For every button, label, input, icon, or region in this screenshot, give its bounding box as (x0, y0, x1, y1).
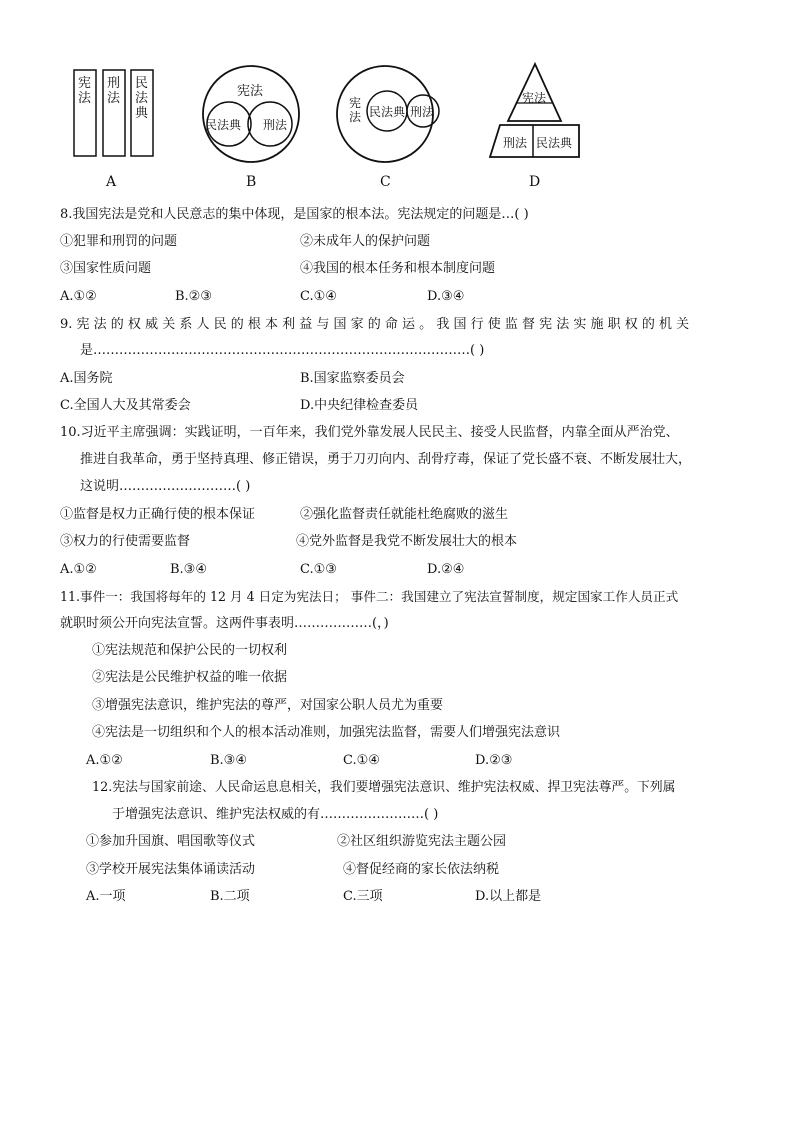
fig-b-right-label: 刑法 (263, 118, 288, 132)
q12-stem-line-2: 于增强宪法意识、维护宪法权威的有……………………( ) (112, 807, 439, 822)
fig-d-bottom-left-label: 刑法 (503, 136, 528, 150)
q8-choice-d: D.③④ (427, 289, 465, 304)
q11-option-3: ③增强宪法意识，维护宪法的尊严，对国家公职人员尤为重要 (92, 698, 444, 713)
q11-choice-a: A.①② (86, 753, 123, 768)
q12-option-1: ①参加升国旗、唱国歌等仪式 (86, 834, 256, 849)
q12-option-3: ③学校开展宪法集体诵读活动 (86, 862, 256, 877)
fig-a-box-1-label: 宪法 (78, 76, 92, 106)
fig-d-bottom-right-label: 民法典 (536, 136, 573, 150)
diagram-figures (0, 0, 793, 200)
q8-choice-b: B.②③ (175, 289, 212, 304)
fig-b-outer-label: 宪法 (237, 84, 264, 99)
fig-c-left-label: 民法典 (369, 105, 406, 119)
q8-option-4: ④我国的根本任务和根本制度问题 (300, 261, 496, 276)
q9-choice-b: B.国家监察委员会 (300, 371, 405, 386)
q10-stem-line-1: 10.习近平主席强调：实践证明，一百年来，我们党外靠发展人民民主、接受人民监督，内靠全面从严治党、 (60, 425, 679, 440)
q10-stem-line-2: 推进自我革命，勇于坚持真理、修正错误，勇于刀刃向内、刮骨疗毒，保证了党长盛不衰、不断发展壮大， (80, 452, 692, 467)
q10-option-1: ①监督是权力正确行使的根本保证 (60, 507, 256, 522)
q8-stem: 8.我国宪法是党和人民意志的集中体现，是国家的根本法。宪法规定的问题是…( ) (60, 207, 529, 222)
q12-option-4: ④督促经商的家长依法纳税 (343, 862, 500, 877)
q8-option-1: ①犯罪和刑罚的问题 (60, 234, 178, 249)
q8-option-3: ③国家性质问题 (60, 261, 152, 276)
q11-option-2: ②宪法是公民维护权益的唯一依据 (92, 670, 288, 685)
q9-stem-line-1: 9. 宪 法 的 权 威 关 系 人 民 的 根 本 利 益 与 国 家 的 命 运 。 我 国 行 使 监 督 宪 法 实 施 职 权 的 机 关 (60, 317, 690, 332)
q12-stem-line-1: 12.宪法与国家前途、人民命运息息相关，我们要增强宪法意识、维护宪法权威、捍卫宪法尊严。下列属 (92, 780, 676, 795)
q11-choice-c: C.①④ (343, 753, 380, 768)
q10-option-3: ③权力的行使需要监督 (60, 534, 191, 549)
q11-stem-line-1: 11.事件一：我国将每年的 12 月 4 日定为宪法日； 事件二：我国建立了宪法宣誓制度，规定国家工作人员正式 (60, 589, 679, 604)
fig-d-top-label: 宪法 (522, 91, 547, 105)
fig-b-caption: B (246, 174, 257, 190)
q12-choice-c: C.三项 (343, 889, 383, 904)
q12-option-2: ②社区组织游览宪法主题公园 (337, 834, 507, 849)
q8-option-2: ②未成年人的保护问题 (300, 234, 431, 249)
q12-choice-b: B.二项 (210, 889, 250, 904)
q11-choice-d: D.②③ (475, 753, 513, 768)
q10-choice-b: B.③④ (170, 562, 207, 577)
q9-choice-d: D.中央纪律检查委员 (300, 398, 419, 413)
q9-choice-c: C.全国人大及其常委会 (60, 398, 191, 413)
q10-option-4: ④党外监督是我党不断发展壮大的根本 (296, 534, 518, 549)
q11-option-1: ①宪法规范和保护公民的一切权利 (92, 643, 288, 658)
q11-option-4: ④宪法是一切组织和个人的根本活动准则，加强宪法监督，需要人们增强宪法意识 (92, 725, 561, 740)
fig-a-box-3-label: 民法典 (135, 76, 149, 121)
q10-stem-line-3: 这说明………………………( ) (80, 479, 251, 494)
fig-d-caption: D (529, 174, 541, 190)
q11-stem-line-2: 就职时须公开向宪法宣誓。这两件事表明………………(，) (60, 616, 389, 631)
fig-a-caption: A (106, 174, 117, 190)
q10-option-2: ②强化监督责任就能杜绝腐败的滋生 (300, 507, 509, 522)
fig-a-box-2-label: 刑法 (107, 76, 121, 106)
q8-choice-c: C.①④ (300, 289, 337, 304)
q9-stem-line-2: 是……………………………………………………………………………( ) (80, 343, 485, 358)
q8-choice-a: A.①② (60, 289, 97, 304)
q11-choice-b: B.③④ (210, 753, 247, 768)
fig-b-left-label: 民法典 (205, 118, 242, 132)
q9-choice-a: A.国务院 (60, 371, 113, 386)
q10-choice-d: D.②④ (427, 562, 465, 577)
q10-choice-c: C.①③ (300, 562, 337, 577)
fig-c-caption: C (380, 174, 391, 190)
fig-c-outer-label: 宪法 (349, 96, 362, 124)
q12-choice-d: D.以上都是 (475, 889, 542, 904)
fig-c-right-label: 刑法 (410, 105, 435, 119)
q12-choice-a: A.一项 (86, 889, 126, 904)
q10-choice-a: A.①② (60, 562, 97, 577)
